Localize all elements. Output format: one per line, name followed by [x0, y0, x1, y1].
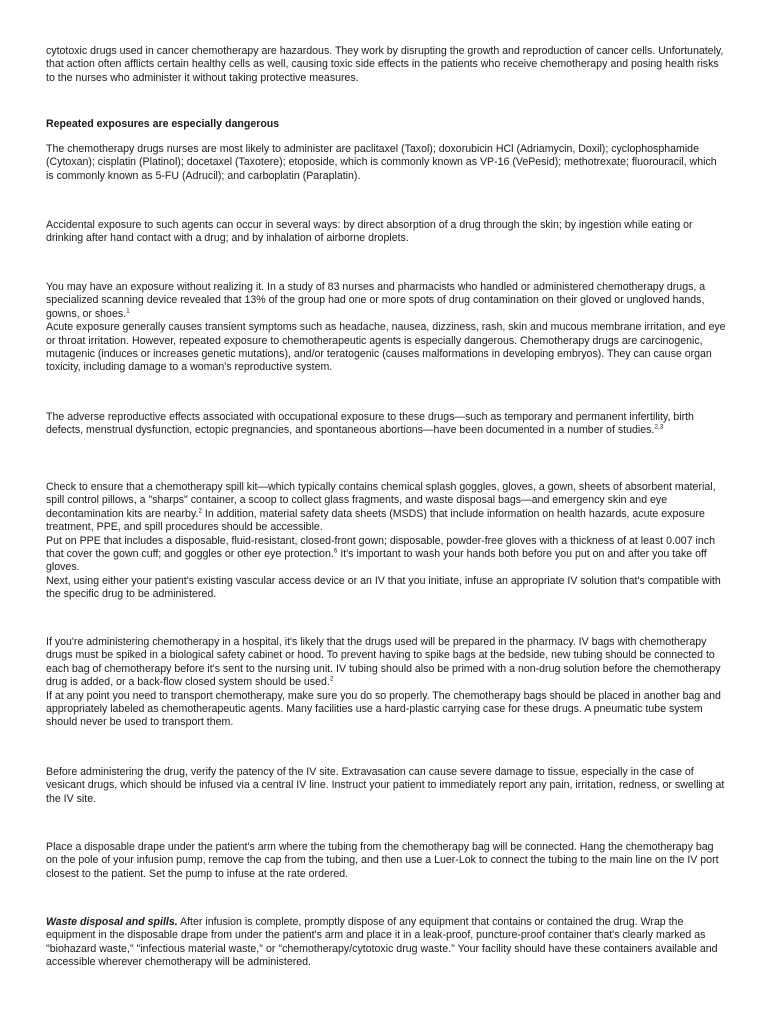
paragraph-text: Before administering the drug, verify the patency of the IV site. Extravasation can cause severe damage to tissue, especially in the case of vesicant drugs, which should be infused via a central IV line. Instruct your patient to immediately report any pain, irritation, redness, or swelling at the IV site. [46, 766, 725, 805]
paragraph-text: In addition, material safety data sheets (MSDS) that include information on health hazards, acute exposure treatment, PPE, and spill procedures should be accessible. [46, 507, 705, 534]
paragraph-exposure-study [46, 281, 726, 375]
paragraph-drug-list [46, 143, 726, 183]
reference-marker: 2 [198, 507, 202, 515]
paragraph-text: Place a disposable drape under the patient's arm where the tubing from the chemotherapy bag will be connected. Hang the chemotherapy bag on the pole of your infusion pump, remove the cap from the tubing, and then use a Luer-Lok to connect the tubing to the main line on the IV port closest to the patient. Set the pump to infuse at the rate ordered. [46, 841, 719, 880]
paragraph-intro [46, 45, 726, 85]
paragraph-text: cytotoxic drugs used in cancer chemotherapy are hazardous. They work by disrupting the growth and reproduction of cancer cells. Unfortunately, that action often afflicts certain healthy cells as well, causing toxic side effects in the patients who receive chemotherapy and posing health risks to the nurses who administer it without taking protective measures. [46, 45, 724, 84]
heading-text: Repeated exposures are especially dangerous [46, 118, 280, 130]
paragraph-text: After infusion is complete, promptly dispose of any equipment that contains or contained the drug. Wrap the equipment in the disposable drape from under the patient's arm and place it in a leak-proof, puncture-proof container that's clearly marked as "biohazard waste," "infectious material waste," or "chemotherapy/cytotoxic drug waste." Your facility should have these containers available and accessible wherever chemotherapy will be administered. [46, 916, 718, 969]
paragraph-exposure-routes [46, 219, 726, 246]
paragraph-lead-in: Waste disposal and spills. [46, 916, 178, 928]
paragraph-spill-kit-ppe [46, 481, 726, 602]
paragraph-text: The adverse reproductive effects associated with occupational exposure to these drugs—such as temporary and permanent infertility, birth defects, menstrual dysfunction, ectopic pregnancies, and spontaneous abortions—have been documented in a number of studies. [46, 411, 694, 437]
paragraph-iv-patency [46, 766, 726, 806]
paragraph-text: Put on PPE that includes a disposable, fluid-resistant, closed-front gown; disposable, powder-free gloves with a thickness of at least 0.007 inch that cover the gown cuff; and goggles or other eye protection. [46, 534, 715, 561]
paragraph-text: Next, using either your patient's existing vascular access device or an IV that you initiate, infuse an appropriate IV solution that's compatible with the specific drug to be administered. [46, 574, 721, 601]
paragraph-text: If you're administering chemotherapy in a hospital, it's likely that the drugs used will be prepared in the pharmacy. IV bags with chemotherapy drugs must be spiked in a biological safety cabinet or hood. To prevent having to spike bags at the bedside, new tubing should be connected to each bag of chemotherapy before it's sent to the nursing unit. IV tubing should also be primed with a non-drug solution before the chemotherapy drug is added, or a back-flow closed system should be used. [46, 636, 721, 689]
reference-marker: 2 [329, 675, 334, 683]
paragraph-text: The chemotherapy drugs nurses are most likely to administer are paclitaxel (Taxol); doxorubicin HCl (Adriamycin, Doxil); cyclophosphamide (Cytoxan); cisplatin (Platinol); docetaxel (Taxotere); etoposide, which is commonly known as VP-16 (VePesid); methotrexate; fluorouracil, which is commonly known as 5-FU (Adrucil); and carboplatin (Paraplatin). [46, 143, 717, 182]
reference-marker: 6 [333, 547, 338, 555]
paragraph-hospital-preparation [46, 636, 726, 730]
paragraph-reproductive-effects [46, 411, 726, 438]
paragraph-text: Acute exposure generally causes transient symptoms such as headache, nausea, dizziness, rash, skin and mucous membrane irritation, and eye or throat irritation. However, repeated exposure to chemotherapeutic agents is especially dangerous. Chemotherapy drugs are carcinogenic, mutagenic (induces or increases genetic mutations), and/or teratogenic (causes malformations in developing embryos). They can cause organ toxicity, including damage to a woman's reproductive system. [46, 321, 726, 374]
paragraph-text: Accidental exposure to such agents can occur in several ways: by direct absorption of a drug through the skin; by ingestion while eating or drinking after hand contact with a drug; and by inhalation of airborne droplets. [46, 219, 693, 245]
reference-marker: 1 [126, 307, 130, 315]
section-heading [46, 118, 726, 131]
paragraph-text: Check to ensure that a chemotherapy spill kit—which typically contains chemical splash goggles, gloves, a gown, sheets of absorbent material, spill control pillows, a "sharps" container, a scoop to collect glass fragments, and waste disposal bags—and emergency skin and eye decontamination kits are nearby. [46, 481, 716, 520]
paragraph-text: You may have an exposure without realizing it. In a study of 83 nurses and pharmacists who handled or administered chemotherapy drugs, a specialized scanning device revealed that 13% of the group had one or more spots of drug contamination on their gloved or ungloved hands, gowns, or shoes. [46, 281, 706, 320]
paragraph-drape-infusion [46, 841, 726, 881]
paragraph-waste-disposal [46, 916, 726, 970]
paragraph-text: If at any point you need to transport chemotherapy, make sure you do so properly. The chemotherapy bags should be placed in another bag and appropriately labeled as chemotherapeutic agents. Many facilities use a hard-plastic carrying case for these drugs. A pneumatic tube system should never be used to transport them. [46, 689, 721, 729]
paragraph-text: It's important to wash your hands both before you put on and after you take off gloves. [46, 548, 707, 574]
reference-marker: 2,3 [654, 423, 664, 431]
